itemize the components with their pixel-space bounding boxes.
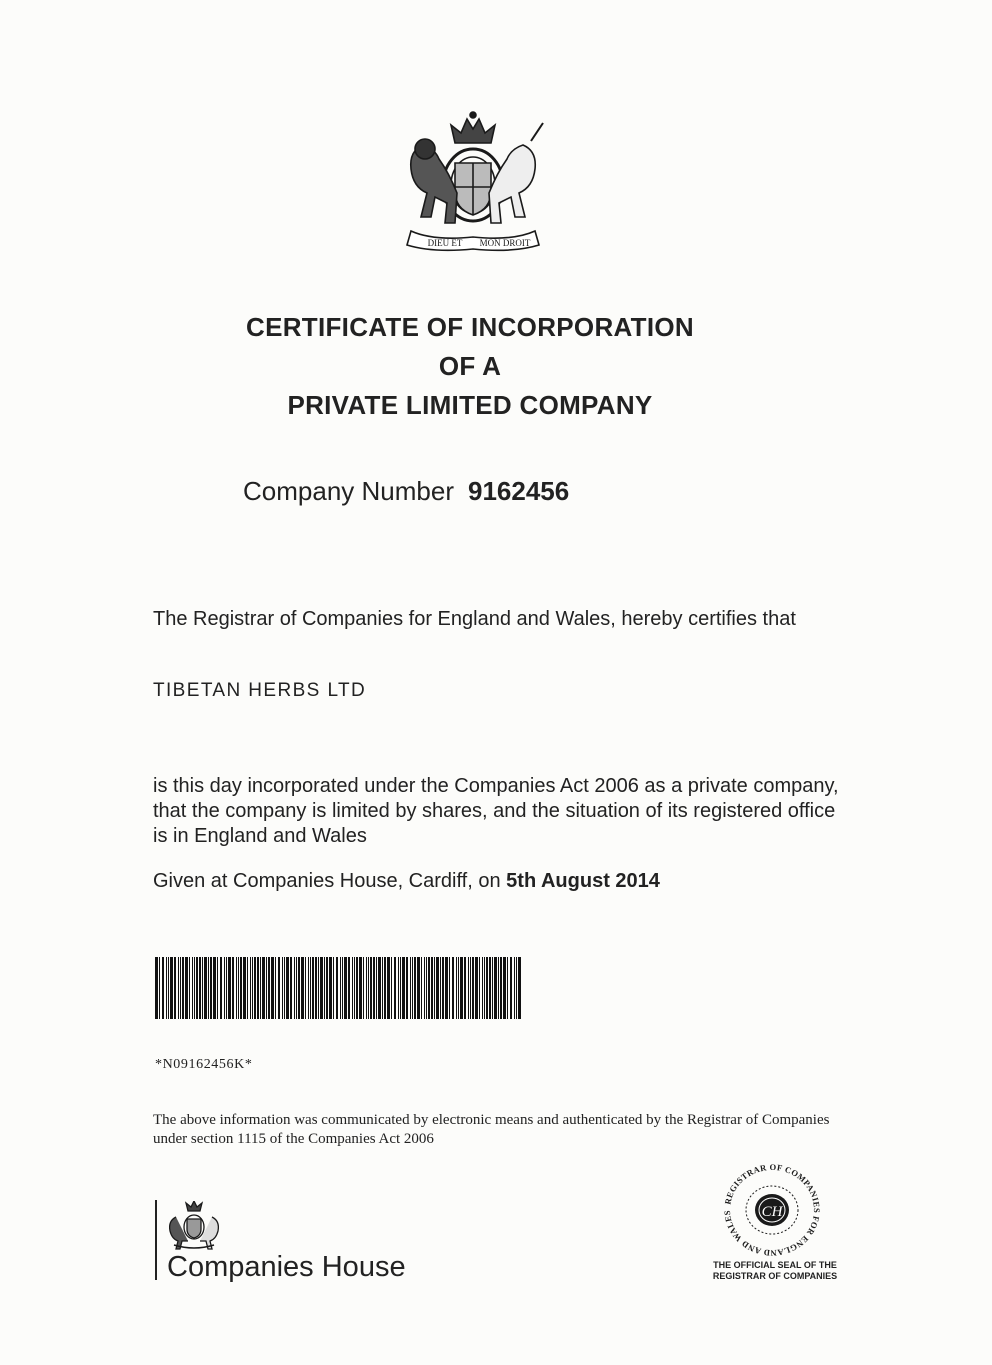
companies-house-logo-bar [155,1200,157,1280]
certificate-title-line-2: OF A [438,351,502,381]
barcode [155,957,523,1019]
companies-house-crest-icon [166,1201,222,1251]
authentication-note: The above information was communicated by electronic means and authenticated by the Registrar of Companies under section 1115 of the Companies Act 2006 [153,1112,830,1147]
given-statement [153,870,660,893]
seal-caption-line-2: REGISTRAR OF COMPANIES [712,1271,838,1281]
seal-ring-text: REGISTRAR OF COMPANIES FOR ENGLAND AND WALES [721,1161,823,1259]
motto-right: MON DROIT [479,238,531,248]
barcode-text: *N09162456K* [155,1057,253,1072]
company-number-label: Company Number [243,476,454,506]
company-number-row [243,476,569,507]
given-date: 5th August 2014 [506,870,660,892]
incorporation-statement: is this day incorporated under the Companies Act 2006 as a private company, that the company is limited by shares, and the situation of its registered office is in England and Wales [153,775,839,847]
companies-house-label: Companies House [167,1251,406,1283]
certificate-title-line-1: CERTIFICATE OF INCORPORATION [246,312,694,342]
royal-coat-of-arms-icon [393,105,553,255]
seal-monogram: CH [761,1204,783,1220]
seal-caption-line-1: THE OFFICIAL SEAL OF THE [713,1260,837,1270]
seal-caption [690,1260,860,1282]
certifies-text: The Registrar of Companies for England and Wales, hereby certifies that [153,608,796,630]
motto-left: DIEU ET [427,238,463,248]
registrar-seal-icon [712,1160,832,1260]
certificate-title-line-3: PRIVATE LIMITED COMPANY [287,390,653,420]
company-name: TIBETAN HERBS LTD [153,680,367,701]
given-prefix: Given at Companies House, Cardiff, on [153,870,507,892]
company-number: 9162456 [467,476,570,506]
